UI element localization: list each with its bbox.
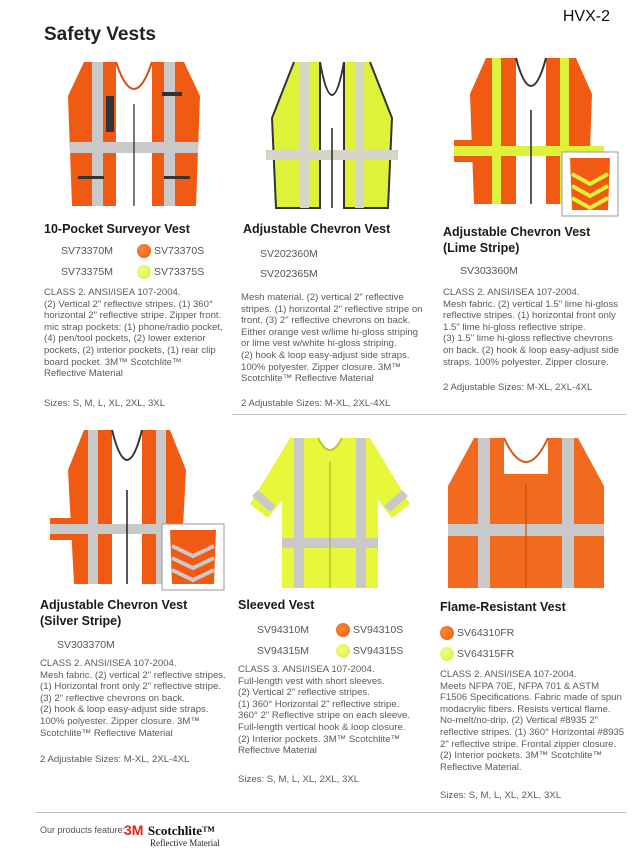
product-name: Adjustable Chevron Vest (Silver Stripe) xyxy=(40,598,188,628)
flame-resistant-vest-image xyxy=(442,434,610,594)
product-name: Adjustable Chevron Vest xyxy=(243,222,391,236)
sku-item: SV94315M xyxy=(240,644,309,658)
swatch-icon xyxy=(40,638,54,652)
product-sizes: 2 Adjustable Sizes: M-XL, 2XL-4XL xyxy=(443,382,593,393)
sleeved-vest-image xyxy=(246,434,414,592)
swatch-icon xyxy=(440,626,454,640)
sku-item: SV202365M xyxy=(243,267,318,281)
product-name: Flame-Resistant Vest xyxy=(440,600,566,614)
sku-item: SV94310M xyxy=(240,623,309,637)
sku-item: SV94315S xyxy=(336,644,403,658)
page-code: HVX-2 xyxy=(562,8,610,25)
swatch-icon xyxy=(137,265,151,279)
swatch-icon xyxy=(336,644,350,658)
product-description: CLASS 3. ANSI/ISEA 107-2004. Full-length vest with short sleeves. (2) Vertical 2" reflective stripes. (1) 360° Horizontal 2" reflective stripe. 360° 2" Reflective stripe on each sleeve. Full-length vertical hook & loop closure. (2) Interior pockets. 3M™ Scotchlite™ Reflective Material xyxy=(238,664,411,757)
sku-item: SV303360M xyxy=(443,264,518,278)
swatch-icon xyxy=(440,647,454,661)
logo-subtitle: Reflective Material xyxy=(150,838,220,848)
swatch-icon xyxy=(243,247,257,261)
sku-item: SV303370M xyxy=(40,638,115,652)
sku-item: SV64310FR xyxy=(440,626,514,640)
product-sizes: Sizes: S, M, L, XL, 2XL, 3XL xyxy=(44,398,166,409)
swatch-icon xyxy=(137,244,151,258)
sku-item: SV94310S xyxy=(336,623,403,637)
product-sizes: Sizes: S, M, L, XL, 2XL, 3XL xyxy=(238,774,360,785)
product-sizes: 2 Adjustable Sizes: M-XL, 2XL-4XL xyxy=(241,398,391,409)
product-description: Mesh material. (2) vertical 2" reflective stripes. (1) horizontal 2" reflective stripe on front. (3) 2" reflective chevrons on back. Either orange vest w/lime hi-gloss striping or lime vest w/white hi-gloss striping. (2) hook & loop easy-adjust side straps. 100% polyester. Zipper closure. 3M™ Scotchlite™ Reflective Material xyxy=(241,292,423,385)
swatch-icon xyxy=(240,644,254,658)
chevron-vest-lime-image xyxy=(450,54,620,220)
product-name: Adjustable Chevron Vest (Lime Stripe) xyxy=(443,225,591,255)
swatch-icon xyxy=(336,623,350,637)
surveyor-vest-image xyxy=(44,56,224,216)
section-divider xyxy=(232,414,626,415)
sku-item: SV73375M xyxy=(44,265,113,279)
swatch-icon xyxy=(240,623,254,637)
product-sizes: 2 Adjustable Sizes: M-XL, 2XL-4XL xyxy=(40,754,190,765)
product-description: CLASS 2. ANSI/ISEA 107-2004. Meets NFPA 70E, NFPA 701 & ASTM F1506 Specifications. Fabric made of spun modacrylic fibers. Resists vertical flame. No-melt/no-drip. (2) Vertical #8935 2" reflective stripes. (1) 360° Horizontal #8935 2" reflective stripe. Frontal zipper closure. (2) Interior pockets. 3M™ Scotchlite™ Reflective Material. xyxy=(440,669,625,773)
product-description: CLASS 2. ANSI/ISEA 107-2004. Mesh fabric. (2) vertical 1.5" lime hi-gloss reflective stripes. (1) horizontal front only 1.5" lime hi-gloss reflective stripe. (3) 1.5" lime hi-gloss reflective chevrons on back. (2) hook & loop easy-adjust side straps. 100% polyester. Zipper closure. xyxy=(443,287,619,368)
footer-label: Our products feature: xyxy=(40,825,126,835)
scotchlite-logo xyxy=(124,822,220,848)
swatch-icon xyxy=(443,264,457,278)
chevron-vest-silver-image xyxy=(44,426,226,592)
product-description: CLASS 2. ANSI/ISEA 107-2004. (2) Vertical 2" reflective stripes. (1) 360° horizontal 2" reflective stripe. Zipper front. mic strap pockets: (1) phone/radio pocket, (4) pen/tool pockets, (2) lower exterior pockets, (2) interior pockets, (1) rear clip board pocket. 3M™ Scotchlite™ Reflective Material xyxy=(44,287,223,380)
logo-3m: 3M xyxy=(124,822,144,838)
sku-item: SV202360M xyxy=(243,247,318,261)
page-title: Safety Vests xyxy=(44,24,156,45)
swatch-icon xyxy=(243,267,257,281)
swatch-icon xyxy=(44,244,58,258)
product-name: 10-Pocket Surveyor Vest xyxy=(44,222,190,236)
chevron-vest-image xyxy=(262,58,402,216)
sku-item: SV73375S xyxy=(137,265,204,279)
product-sizes: Sizes: S, M, L, XL, 2XL, 3XL xyxy=(440,790,562,801)
footer-divider xyxy=(36,812,626,813)
sku-item: SV73370S xyxy=(137,244,204,258)
sku-item: SV64315FR xyxy=(440,647,514,661)
logo-brand: Scotchlite™ xyxy=(147,823,216,838)
swatch-icon xyxy=(44,265,58,279)
product-description: CLASS 2. ANSI/ISEA 107-2004. Mesh fabric. (2) vertical 2" reflective stripes. (1) Horizontal front only 2" reflective stripe. (3) 2" reflective chevrons on back. (2) hook & loop easy-adjust side straps. 100% polyester. Zipper closure. 3M™ Scotchlite™ Reflective Material xyxy=(40,658,226,739)
sku-item: SV73370M xyxy=(44,244,113,258)
product-name: Sleeved Vest xyxy=(238,598,315,612)
